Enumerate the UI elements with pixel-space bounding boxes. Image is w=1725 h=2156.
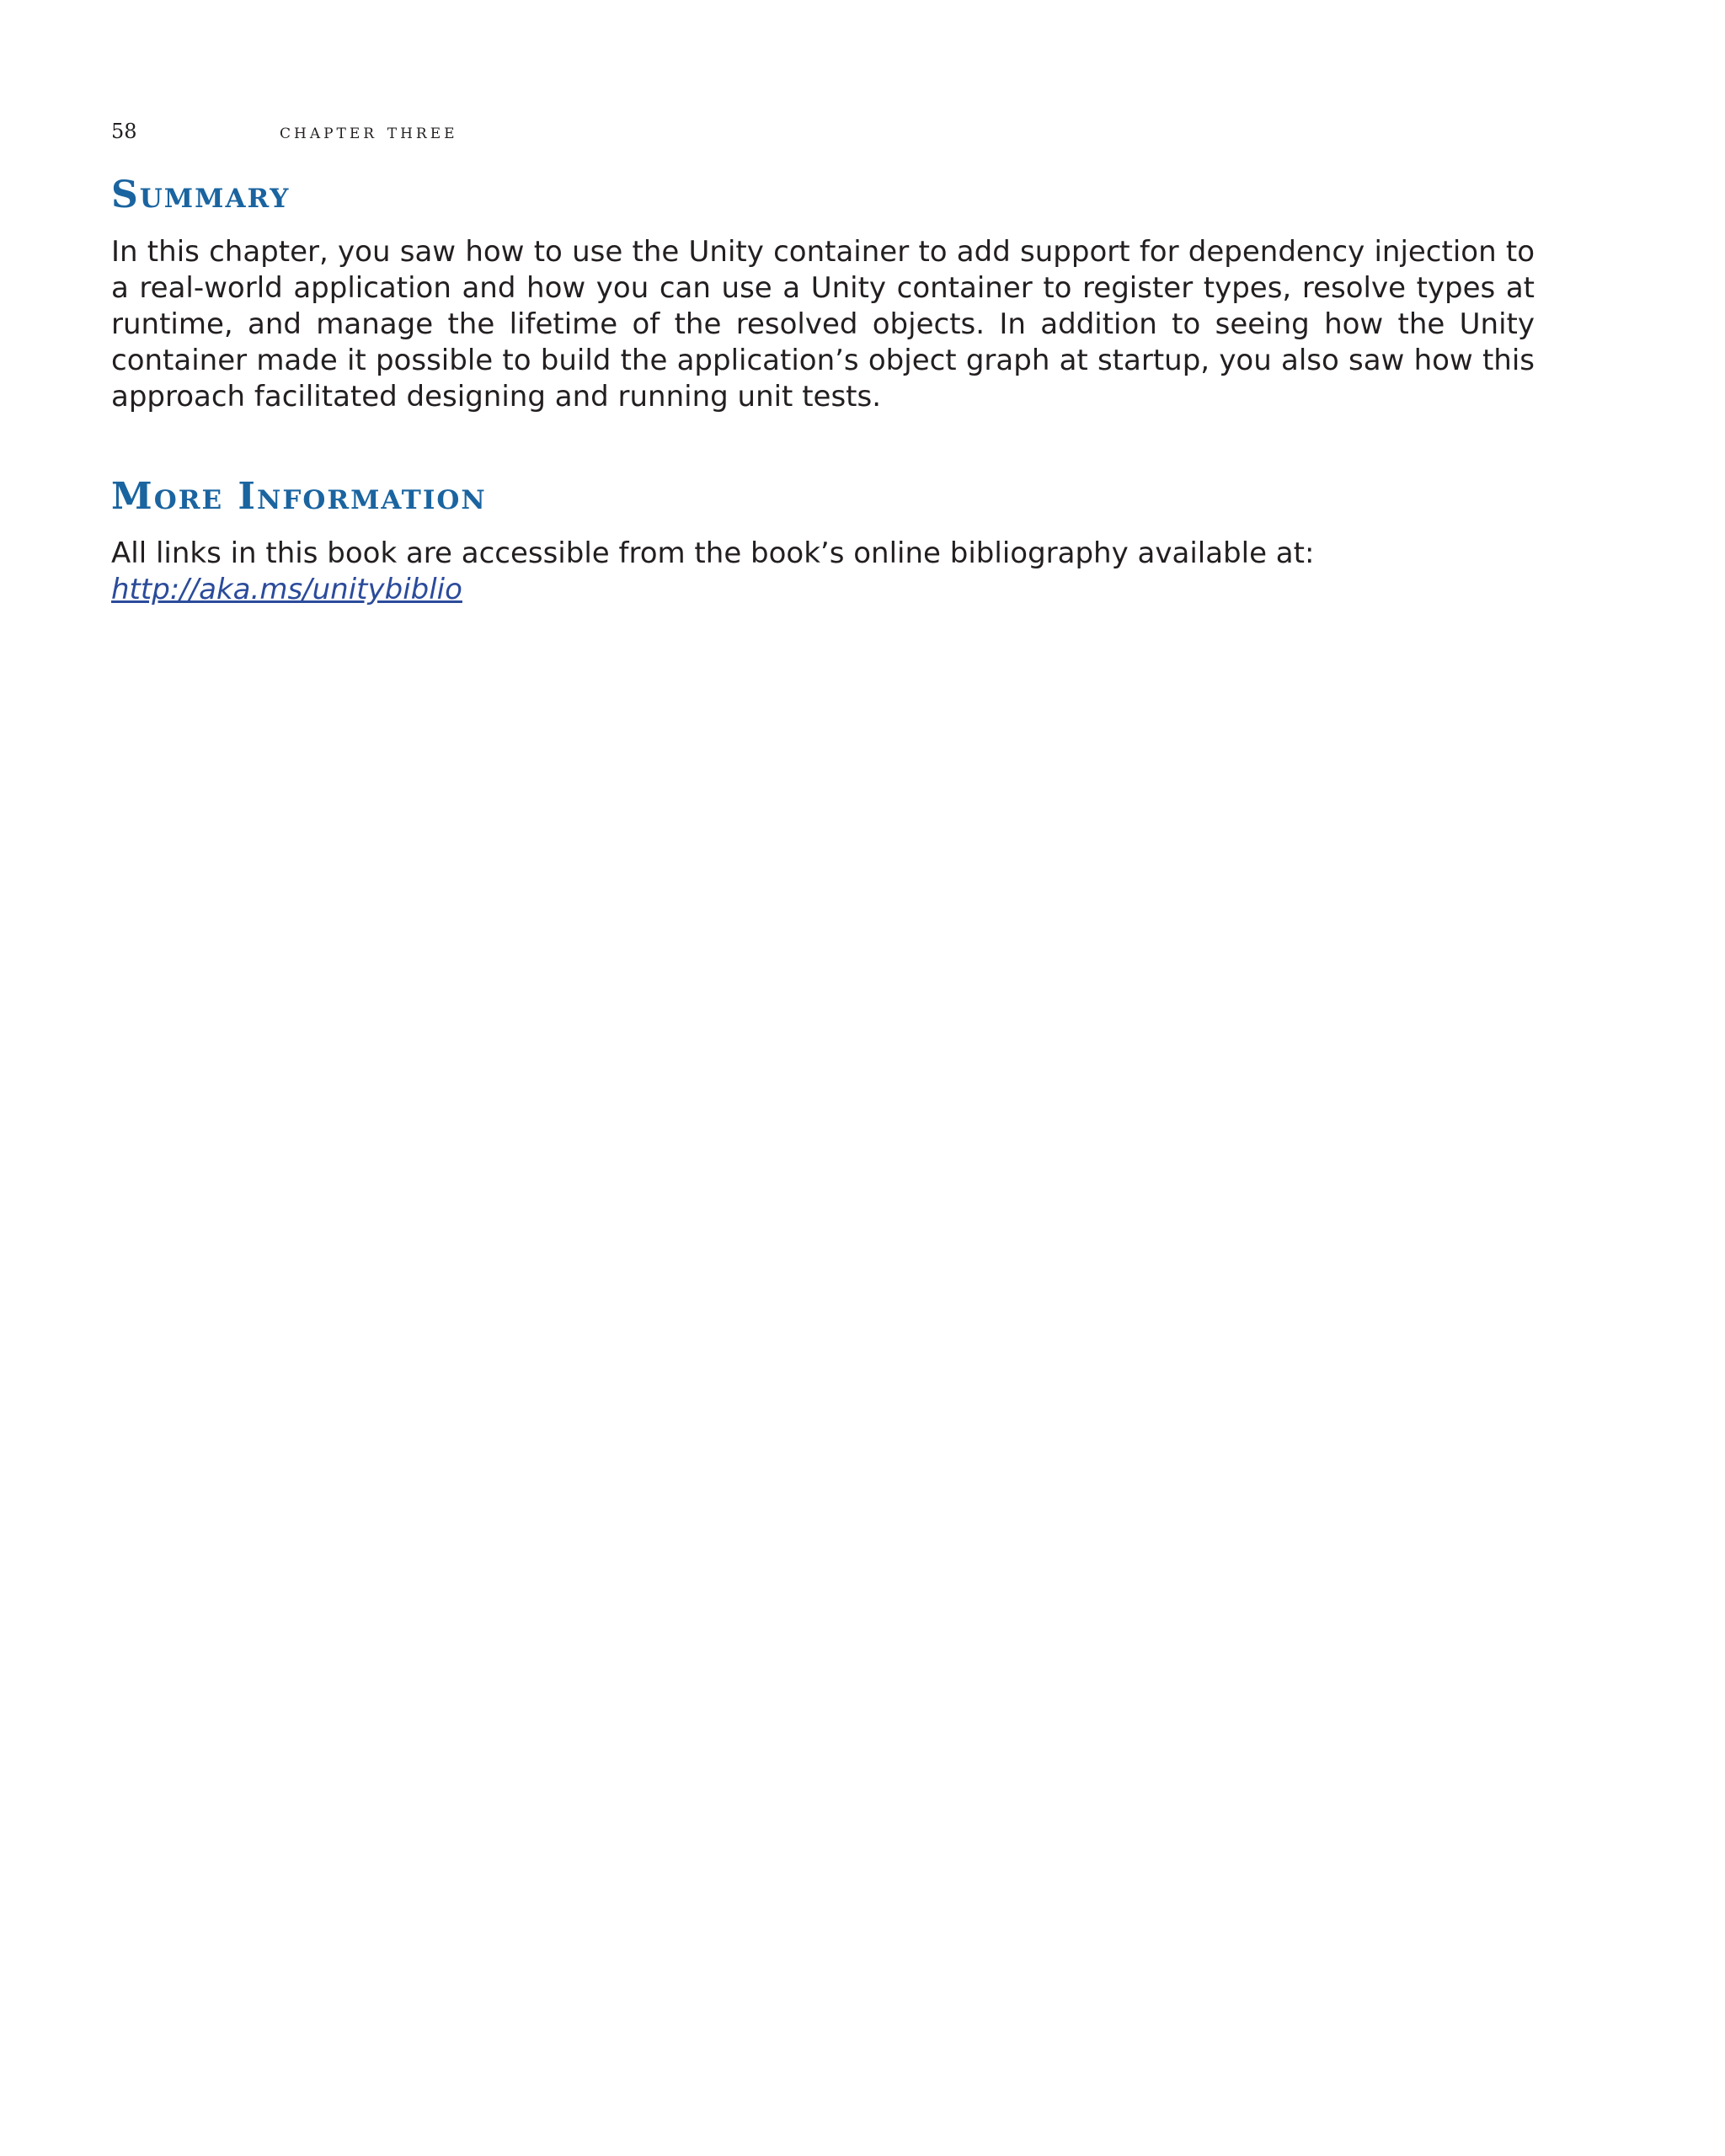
more-information-paragraph: [111, 536, 1627, 608]
bibliography-link[interactable]: http://aka.ms/unitybiblio: [111, 573, 462, 606]
summary-heading: Summary: [111, 173, 291, 216]
page-number: 58: [111, 120, 137, 143]
more-information-text: All links in this book are accessible from the book’s online bibliography available at:: [111, 536, 1315, 570]
summary-paragraph: In this chapter, you saw how to use the Unity container to add support for dependency injection to a real-world application and how you can use a Unity container to register types, resolve types at runtime, and manage the lifetime of the resolved objects. In addition to seeing how the Unity container made it possible to build the application’s object graph at startup, you also saw how this approach facilitated designing and running unit tests.: [111, 235, 1535, 414]
chapter-label: chapter three: [280, 120, 458, 143]
more-information-heading: More Information: [111, 475, 487, 518]
